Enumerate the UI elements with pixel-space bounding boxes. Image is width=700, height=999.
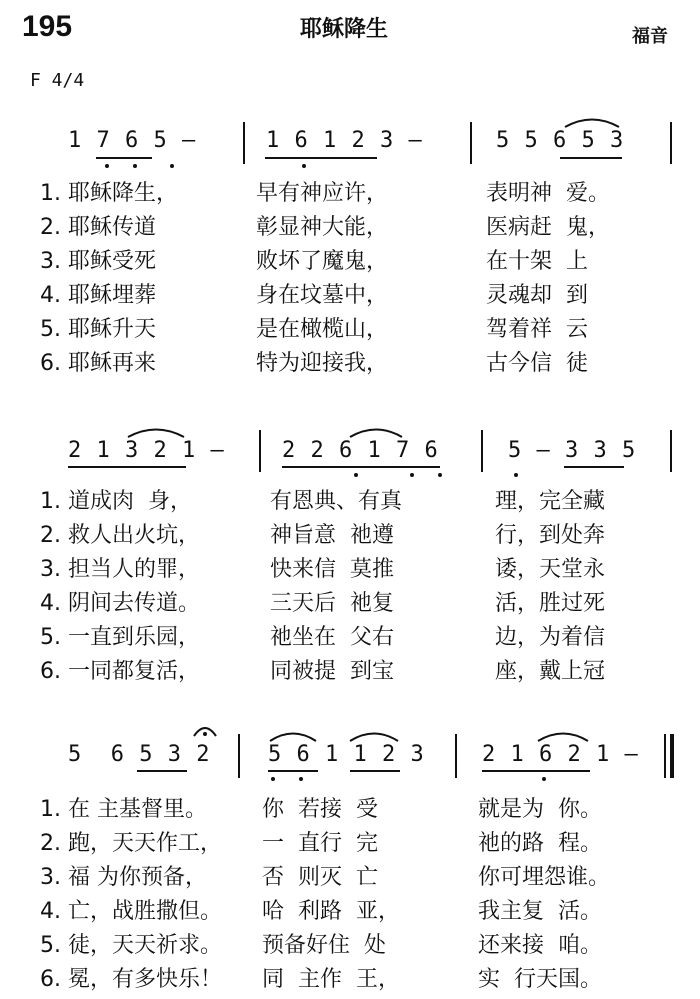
lyric-line <box>40 620 680 651</box>
lyric-phrase: 座，戴上冠 <box>495 659 606 684</box>
slur-arc <box>126 426 186 438</box>
lyric-phrase: 祂的路 程。 <box>478 831 602 856</box>
lyric-phrase: 1. 耶稣降生， <box>40 181 178 206</box>
lyric-phrase: 理，完全藏 <box>495 489 606 514</box>
fermata-icon <box>192 722 218 740</box>
barline <box>670 430 672 472</box>
measure-3-notes: 5 5 6 5 3 <box>496 128 625 153</box>
slur-arc <box>268 730 318 742</box>
measure-3-notes: 5 — 3 3 5 <box>508 438 637 463</box>
lyric-phrase: 3. 福 为你预备， <box>40 865 207 890</box>
measure-2-notes: 2 2 6 1 7 6 <box>282 438 439 463</box>
slur-arc <box>348 730 400 742</box>
lyric-phrase: 驾着祥 云 <box>486 317 588 342</box>
lyric-phrase: 6. 冕，有多快乐！ <box>40 967 222 992</box>
lyric-phrase: 灵魂却 到 <box>486 283 588 308</box>
lyric-phrase: 哈 利路 亚， <box>262 899 400 924</box>
slur-arc <box>348 426 404 438</box>
lyric-phrase: 早有神应许， <box>256 181 389 206</box>
lyric-line <box>40 962 680 993</box>
lyric-line <box>40 860 680 891</box>
barline <box>243 122 245 164</box>
hymn-title: 耶稣降生 <box>300 17 389 42</box>
measure-3-notes: 2 1 6 2 1 — <box>482 742 639 767</box>
lyric-phrase: 败坏了魔鬼， <box>256 249 389 274</box>
measure-1-notes: 1 7 6 5 — <box>68 128 197 153</box>
lyric-phrase: 古今信 徒 <box>486 351 588 376</box>
barline <box>481 430 483 472</box>
lyric-line <box>40 928 680 959</box>
lyric-phrase: 2. 耶稣传道 <box>40 215 156 240</box>
lyric-phrase: 3. 担当人的罪， <box>40 557 200 582</box>
low-octave-dot <box>133 164 137 168</box>
low-octave-dot <box>170 164 174 168</box>
beam <box>265 157 377 159</box>
lyric-phrase: 实 行天国。 <box>478 967 602 992</box>
lyric-phrase: 行，到处奔 <box>495 523 606 548</box>
beam <box>350 770 400 772</box>
beam <box>268 770 318 772</box>
lyric-phrase: 有恩典、有真 <box>270 489 403 514</box>
hymn-number: 195 <box>22 10 73 43</box>
barline <box>238 734 240 778</box>
measure-2-notes: 5 6 1 1 2 3 <box>268 742 425 767</box>
lyric-phrase: 诿，天堂永 <box>495 557 606 582</box>
lyric-phrase: 5. 徒，天天祈求。 <box>40 933 222 958</box>
low-octave-dot <box>438 473 442 477</box>
lyric-line <box>40 552 680 583</box>
lyric-phrase: 快来信 莫推 <box>270 557 394 582</box>
final-barline <box>664 734 666 778</box>
slur-arc <box>536 730 590 742</box>
lyric-phrase: 医病赶 鬼， <box>486 215 610 240</box>
lyric-phrase: 否 则灭 亡 <box>262 865 378 890</box>
lyric-phrase: 活，胜过死 <box>495 591 606 616</box>
barline <box>670 122 672 164</box>
lyric-line <box>40 586 680 617</box>
measure-1-notes: 5 6 5 3 2 <box>68 742 211 767</box>
beam <box>482 770 590 772</box>
beam <box>68 466 186 468</box>
lyric-phrase: 我主复 活。 <box>478 899 602 924</box>
hymn-source: 福音 <box>632 26 668 47</box>
lyric-line <box>40 654 680 685</box>
low-octave-dot <box>271 777 275 781</box>
beam <box>96 157 152 159</box>
lyric-phrase: 4. 阴间去传道。 <box>40 591 200 616</box>
lyric-phrase: 2. 救人出火坑， <box>40 523 200 548</box>
lyric-phrase: 4. 亡，战胜撒但。 <box>40 899 222 924</box>
beam <box>137 770 187 772</box>
key-time-signature: F 4/4 <box>30 70 85 91</box>
lyric-line <box>40 826 680 857</box>
lyric-phrase: 1. 道成肉 身， <box>40 489 192 514</box>
lyric-phrase: 你可埋怨谁。 <box>478 865 611 890</box>
low-octave-dot <box>410 473 414 477</box>
lyric-phrase: 在十架 上 <box>486 249 588 274</box>
lyric-phrase: 祂坐在 父右 <box>270 625 394 650</box>
lyric-line <box>40 518 680 549</box>
lyric-line <box>40 312 680 343</box>
slur-arc <box>563 116 621 128</box>
lyric-phrase: 同 主作 王， <box>262 967 400 992</box>
beam <box>564 466 624 468</box>
beam <box>282 466 440 468</box>
lyric-phrase: 特为迎接我， <box>256 351 389 376</box>
low-octave-dot <box>542 777 546 781</box>
lyric-phrase: 预备好住 处 <box>262 933 386 958</box>
lyric-phrase: 1. 在 主基督里。 <box>40 797 207 822</box>
lyric-line <box>40 346 680 377</box>
final-barline <box>670 734 674 778</box>
lyric-phrase: 神旨意 祂遵 <box>270 523 394 548</box>
lyric-line <box>40 244 680 275</box>
lyric-phrase: 彰显神大能， <box>256 215 389 240</box>
lyric-phrase: 表明神 爱。 <box>486 181 610 206</box>
barline <box>259 430 261 472</box>
measure-1-notes: 2 1 3 2 1 — <box>68 438 225 463</box>
low-octave-dot <box>302 164 306 168</box>
lyric-phrase: 6. 耶稣再来 <box>40 351 156 376</box>
lyric-phrase: 3. 耶稣受死 <box>40 249 156 274</box>
measure-2-notes: 1 6 1 2 3 — <box>266 128 423 153</box>
lyric-phrase: 4. 耶稣埋葬 <box>40 283 156 308</box>
lyric-phrase: 还来接 咱。 <box>478 933 602 958</box>
lyric-phrase: 你 若接 受 <box>262 797 378 822</box>
lyric-phrase: 一 直行 完 <box>262 831 378 856</box>
barline <box>455 734 457 778</box>
lyric-phrase: 6. 一同都复活， <box>40 659 200 684</box>
lyric-phrase: 边，为着信 <box>495 625 606 650</box>
lyric-line <box>40 176 680 207</box>
lyric-phrase: 三天后 祂复 <box>270 591 394 616</box>
lyric-line <box>40 278 680 309</box>
lyric-line <box>40 210 680 241</box>
lyric-line <box>40 792 680 823</box>
beam <box>560 157 622 159</box>
low-octave-dot <box>105 164 109 168</box>
lyric-phrase: 身在坟墓中， <box>256 283 389 308</box>
low-octave-dot <box>299 777 303 781</box>
lyric-phrase: 就是为 你。 <box>478 797 602 822</box>
lyric-line <box>40 484 680 515</box>
lyric-phrase: 同被提 到宝 <box>270 659 394 684</box>
low-octave-dot <box>514 473 518 477</box>
lyric-phrase: 5. 一直到乐园， <box>40 625 200 650</box>
lyric-line <box>40 894 680 925</box>
lyric-phrase: 是在橄榄山， <box>256 317 389 342</box>
barline <box>470 122 472 164</box>
low-octave-dot <box>354 473 358 477</box>
lyric-phrase: 2. 跑，天天作工， <box>40 831 222 856</box>
lyric-phrase: 5. 耶稣升天 <box>40 317 156 342</box>
